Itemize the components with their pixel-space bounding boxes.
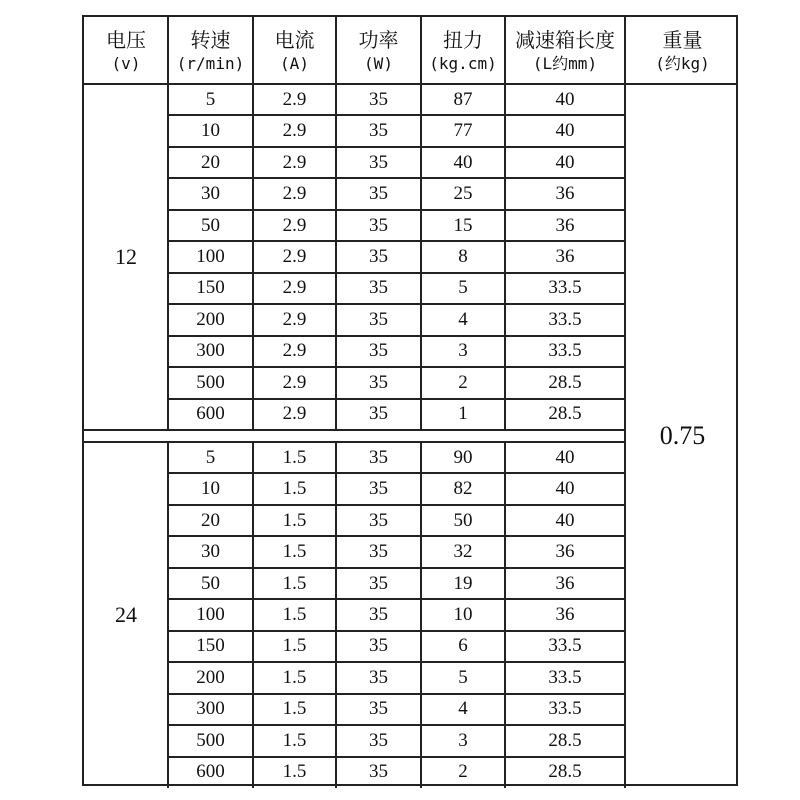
- header-cell: [505, 17, 625, 84]
- table-cell: 36: [555, 183, 575, 205]
- table-cell: 35: [369, 277, 388, 299]
- table-cell: 35: [369, 603, 388, 625]
- table-cell: 50: [201, 572, 220, 594]
- table-cell: 25: [453, 183, 473, 205]
- table-cell: 35: [369, 308, 388, 330]
- table-cell: 40: [555, 120, 575, 142]
- table-cell: 35: [369, 478, 388, 500]
- table-cell: 15: [453, 214, 473, 236]
- table-cell: 82: [453, 478, 473, 500]
- table-cell: 33.5: [548, 666, 582, 688]
- header-title: 电压: [106, 27, 146, 52]
- col-divider: [335, 17, 337, 430]
- table-cell: 2.9: [282, 340, 307, 362]
- header-unit: (L约mm): [532, 53, 598, 73]
- table-cell: 87: [453, 88, 473, 110]
- table-cell: 300: [196, 340, 225, 362]
- table-cell: 10: [201, 478, 220, 500]
- table-cell: 1.5: [282, 509, 307, 531]
- table-cell: 35: [369, 635, 388, 657]
- header-unit: (W): [364, 53, 393, 73]
- header-unit: (A): [280, 53, 309, 73]
- table-cell: 35: [369, 761, 388, 783]
- col-divider: [504, 17, 506, 430]
- table-cell: 40: [555, 88, 575, 110]
- table-cell: 35: [369, 245, 388, 267]
- table-cell: 1.5: [282, 635, 307, 657]
- table-cell: 2.9: [282, 183, 307, 205]
- table-cell: 35: [369, 572, 388, 594]
- table-cell: 2.9: [282, 308, 307, 330]
- col-divider: [335, 442, 337, 788]
- table-cell: 2.9: [282, 371, 307, 393]
- table-cell: 28.5: [548, 761, 582, 783]
- table-cell: 100: [196, 603, 225, 625]
- table-cell: 36: [555, 572, 575, 594]
- table-cell: 300: [196, 698, 225, 720]
- table-cell: 20: [201, 509, 220, 531]
- table-cell: 6: [458, 635, 468, 657]
- table-cell: 8: [458, 245, 468, 267]
- header-unit: (约kg): [655, 53, 710, 73]
- table-cell: 200: [196, 308, 225, 330]
- table-cell: 5: [205, 88, 216, 110]
- header-title: 减速箱长度: [515, 27, 615, 52]
- table-cell: 30: [201, 183, 220, 205]
- header-cell: [84, 17, 168, 84]
- table-cell: 35: [369, 214, 388, 236]
- table-cell: 35: [369, 340, 388, 362]
- table-cell: 10: [201, 120, 220, 142]
- col-divider: [420, 17, 422, 430]
- table-cell: 40: [555, 509, 575, 531]
- table-cell: 2: [458, 761, 468, 783]
- table-cell: 2.9: [282, 88, 307, 110]
- table-cell: 1.5: [282, 603, 307, 625]
- col-divider: [420, 442, 422, 788]
- table-cell: 600: [196, 761, 225, 783]
- table-cell: 5: [458, 666, 468, 688]
- table-cell: 2.9: [282, 214, 307, 236]
- header-title: 功率: [358, 27, 399, 52]
- table-cell: 28.5: [548, 729, 582, 751]
- table-cell: 600: [196, 403, 225, 425]
- weight-cell: 0.75: [659, 421, 706, 450]
- table-cell: 19: [453, 572, 473, 594]
- table-cell: 35: [369, 729, 388, 751]
- header-title: 转速: [190, 27, 231, 52]
- table-cell: 150: [196, 635, 225, 657]
- table-cell: 35: [369, 446, 388, 468]
- table-cell: 1.5: [282, 478, 307, 500]
- header-cell: [336, 17, 421, 84]
- table-cell: 33.5: [548, 340, 582, 362]
- table-cell: 35: [369, 541, 388, 563]
- table-cell: 500: [196, 729, 225, 751]
- table-cell: 35: [369, 698, 388, 720]
- table-cell: 35: [369, 120, 388, 142]
- table-cell: 33.5: [548, 308, 582, 330]
- table-cell: 1.5: [282, 761, 307, 783]
- header-unit: (v): [111, 53, 141, 73]
- table-cell: 3: [458, 729, 468, 751]
- table-cell: 2: [458, 371, 468, 393]
- group-divider: [84, 429, 625, 431]
- header-unit: (r/min): [176, 53, 245, 73]
- header-title: 重量: [662, 27, 703, 52]
- table-cell: 5: [458, 277, 468, 299]
- table-cell: 1.5: [282, 729, 307, 751]
- table-cell: 28.5: [548, 371, 582, 393]
- table-cell: 40: [453, 151, 473, 173]
- col-divider: [252, 442, 254, 788]
- header-cell: [625, 17, 740, 84]
- table-cell: 2.9: [282, 245, 307, 267]
- table-cell: 30: [201, 541, 220, 563]
- table-cell: 3: [458, 340, 468, 362]
- col-divider: [252, 17, 254, 430]
- table-cell: 33.5: [548, 635, 582, 657]
- table-cell: 2.9: [282, 277, 307, 299]
- table-cell: 32: [453, 541, 473, 563]
- table-cell: 1.5: [282, 446, 307, 468]
- table-cell: 35: [369, 151, 388, 173]
- table-cell: 1.5: [282, 541, 307, 563]
- table-cell: 2.9: [282, 151, 307, 173]
- table-cell: 50: [453, 509, 473, 531]
- table-cell: 1: [458, 403, 468, 425]
- table-cell: 33.5: [548, 277, 582, 299]
- table-cell: 1.5: [282, 666, 307, 688]
- table-cell: 40: [555, 446, 575, 468]
- table-cell: 35: [369, 403, 388, 425]
- col-divider: [167, 17, 169, 430]
- table-cell: 35: [369, 509, 388, 531]
- header-cell: [253, 17, 336, 84]
- col-divider: [167, 442, 169, 788]
- table-cell: 36: [555, 214, 575, 236]
- table-cell: 200: [196, 666, 225, 688]
- table-cell: 36: [555, 603, 575, 625]
- table-cell: 35: [369, 371, 388, 393]
- table-cell: 35: [369, 666, 388, 688]
- header-unit: (kg.cm): [429, 53, 497, 73]
- table-cell: 35: [369, 88, 388, 110]
- header-title: 扭力: [443, 27, 483, 52]
- voltage-cell: 12: [115, 243, 137, 269]
- table-cell: 150: [196, 277, 225, 299]
- table-cell: 5: [205, 446, 216, 468]
- table-cell: 4: [458, 698, 468, 720]
- table-cell: 500: [196, 371, 225, 393]
- table-cell: 36: [555, 541, 575, 563]
- table-cell: 28.5: [548, 403, 582, 425]
- col-divider: [504, 442, 506, 788]
- table-cell: 100: [196, 245, 225, 267]
- table-cell: 35: [369, 183, 388, 205]
- motor-spec-table: [82, 15, 738, 786]
- table-cell: 20: [201, 151, 220, 173]
- table-cell: 50: [201, 214, 220, 236]
- table-cell: 2.9: [282, 120, 307, 142]
- table-cell: 4: [458, 308, 468, 330]
- voltage-cell: 24: [115, 601, 137, 627]
- table-cell: 33.5: [548, 698, 582, 720]
- table-cell: 77: [453, 120, 473, 142]
- table-cell: 10: [453, 603, 473, 625]
- table-cell: 1.5: [282, 572, 307, 594]
- table-cell: 36: [555, 245, 575, 267]
- table-cell: 40: [555, 151, 575, 173]
- table-cell: 40: [555, 478, 575, 500]
- table-cell: 90: [453, 446, 473, 468]
- header-cell: [168, 17, 253, 84]
- table-cell: 1.5: [282, 698, 307, 720]
- header-title: 电流: [274, 27, 315, 52]
- group-divider: [84, 441, 625, 443]
- table-cell: 2.9: [282, 403, 307, 425]
- header-cell: [421, 17, 505, 84]
